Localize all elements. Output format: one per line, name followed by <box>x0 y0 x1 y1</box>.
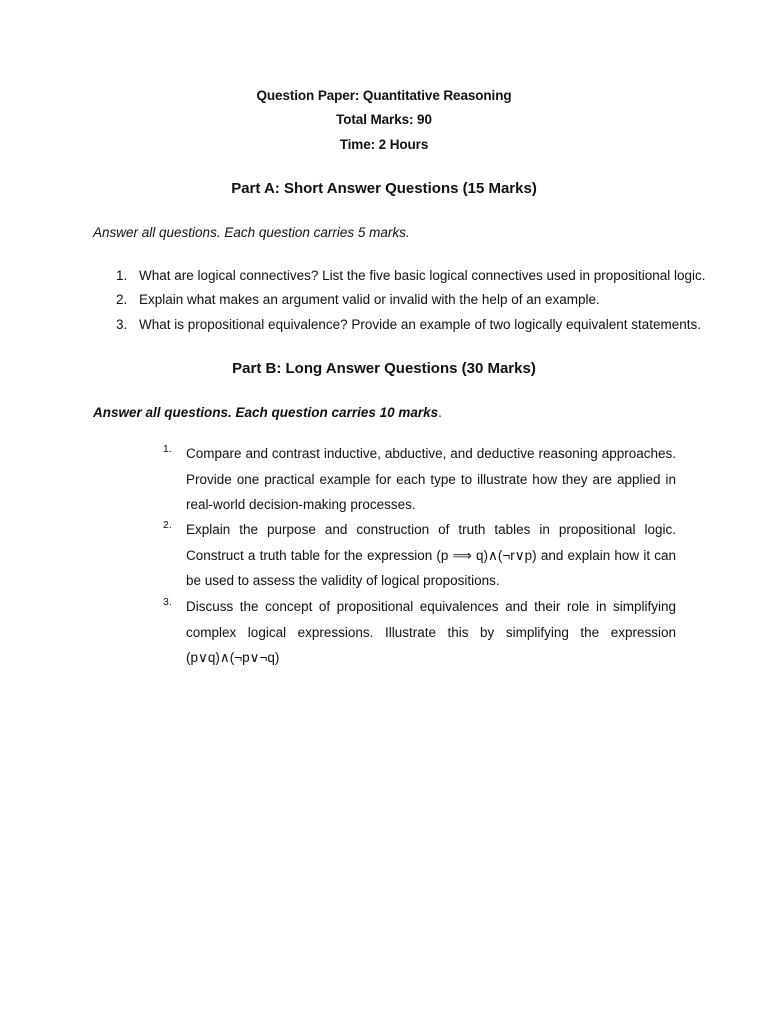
question-number: 2. <box>163 519 172 531</box>
question-text: Discuss the concept of propositional equivalences and their role in simplifying complex logical expressions. Illustrate this by simplifying the expression (p∨q)∧(¬p∨¬q) <box>186 599 676 665</box>
part-b-instruction-text: Answer all questions. Each question carries 10 marks <box>93 405 439 420</box>
part-a-heading: Part A: Short Answer Questions (15 Marks) <box>231 180 537 197</box>
question-text: Explain what makes an argument valid or invalid with the help of an example. <box>139 292 600 307</box>
part-a-question-2 <box>116 292 716 307</box>
question-text: What are logical connectives? List the five basic logical connectives used in propositional logic. <box>139 268 706 283</box>
paper-title: Question Paper: Quantitative Reasoning <box>256 88 512 103</box>
part-b-heading: Part B: Long Answer Questions (30 Marks) <box>232 360 536 377</box>
question-number: 2. <box>116 292 128 307</box>
question-number: 3. <box>163 596 172 608</box>
part-a-instruction: Answer all questions. Each question carries 5 marks. <box>93 225 410 240</box>
time-allowed: Time: 2 Hours <box>339 137 429 152</box>
part-a-question-3 <box>116 317 716 332</box>
part-b-instruction-period: . <box>438 405 442 420</box>
question-text: Compare and contrast inductive, abductive, and deductive reasoning approaches. Provide one practical example for each type to illustrate how they are applied in real-world decision-making processes. <box>186 446 676 512</box>
question-number: 1. <box>116 268 128 283</box>
question-text: What is propositional equivalence? Provide an example of two logically equivalent statements. <box>139 317 702 332</box>
part-a-question-1 <box>116 268 716 283</box>
question-number: 3. <box>116 317 128 332</box>
question-number: 1. <box>163 443 172 455</box>
total-marks: Total Marks: 90 <box>336 112 432 127</box>
part-b-instruction <box>93 405 442 420</box>
question-text: Explain the purpose and construction of truth tables in propositional logic. Construct a truth table for the expression (p ⟹ q)∧(¬r∨p) and explain how it can be used to assess the validity of logical propositions. <box>186 522 676 588</box>
